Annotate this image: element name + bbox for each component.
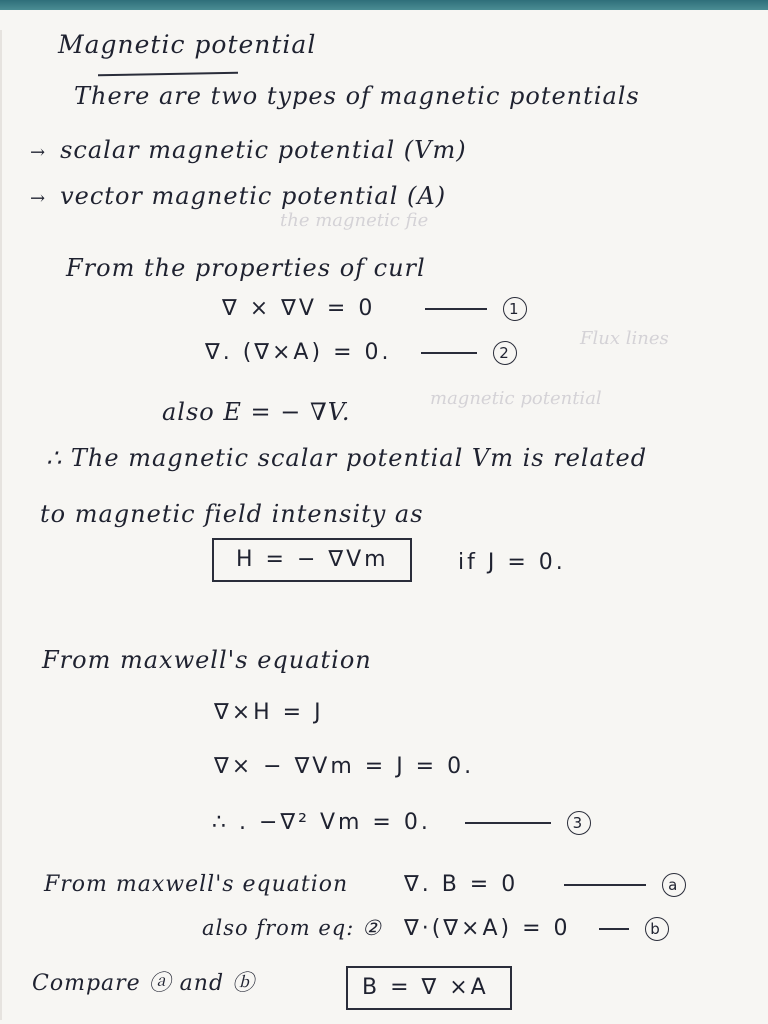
equation-a [404,872,686,897]
also-from-line: also from eq: ② [202,916,382,940]
equation-number: 1 [503,297,527,321]
arrow-icon: → [30,188,47,209]
page-title: Magnetic potential [58,30,317,59]
maxwell-line-2 [44,872,348,897]
equation-3b: ∇× − ∇Vm = J = 0. [214,754,475,779]
title-underline [98,72,238,76]
equation-3-text: ∴ . −∇² Vm = 0. [212,810,431,835]
compare-line: Compare ⓐ and ⓑ [32,971,256,996]
leader-line [421,352,477,354]
condition: if J = 0. [458,550,566,575]
also-line: also E = − ∇V. [162,398,351,426]
boxed-equation-text: H = − ∇Vm [236,547,389,572]
scalar-item [30,136,467,164]
bleed-through-text: magnetic potential [430,388,602,409]
vector-item-text: vector magnetic potential (A) [60,182,447,210]
page-margin [0,30,2,1020]
equation-b-text: ∇·(∇×A) = 0 [404,916,571,941]
intro-line: There are two types of magnetic potentials [74,82,640,110]
equation-2 [205,340,517,365]
therefore-line: ∴ The magnetic scalar potential Vm is related [46,444,648,472]
leader-line [465,822,551,824]
boxed-result-text: B = ∇ ×A [362,975,489,1000]
curl-intro: From the properties of curl [66,254,426,282]
equation-number: b [645,917,669,941]
relation-line: to magnetic field intensity as [40,500,424,528]
equation-1 [222,296,527,321]
equation-a-text: ∇. B = 0 [404,872,519,897]
equation-1-text: ∇ × ∇V = 0 [222,296,376,321]
equation-number: 3 [567,811,591,835]
leader-line [564,884,646,886]
equation-3a: ∇×H = J [214,700,324,725]
vector-item [30,182,446,210]
boxed-equation [212,538,412,582]
notebook-page [0,10,768,1024]
equation-b [404,916,669,941]
leader-line [425,308,487,310]
leader-line [599,928,629,930]
equation-number: 2 [493,341,517,365]
bleed-through-text: Flux lines [580,328,669,349]
scalar-item-text: scalar magnetic potential (Vm) [60,136,467,164]
equation-3 [212,810,591,835]
maxwell-intro: From maxwell's equation [42,646,372,674]
maxwell-2-text: From maxwell's equation [44,872,349,897]
boxed-result [346,966,512,1010]
equation-2-text: ∇. (∇×A) = 0. [205,340,392,365]
arrow-icon: → [30,142,47,163]
equation-number: a [662,873,686,897]
bleed-through-text: the magnetic fie [280,210,429,231]
